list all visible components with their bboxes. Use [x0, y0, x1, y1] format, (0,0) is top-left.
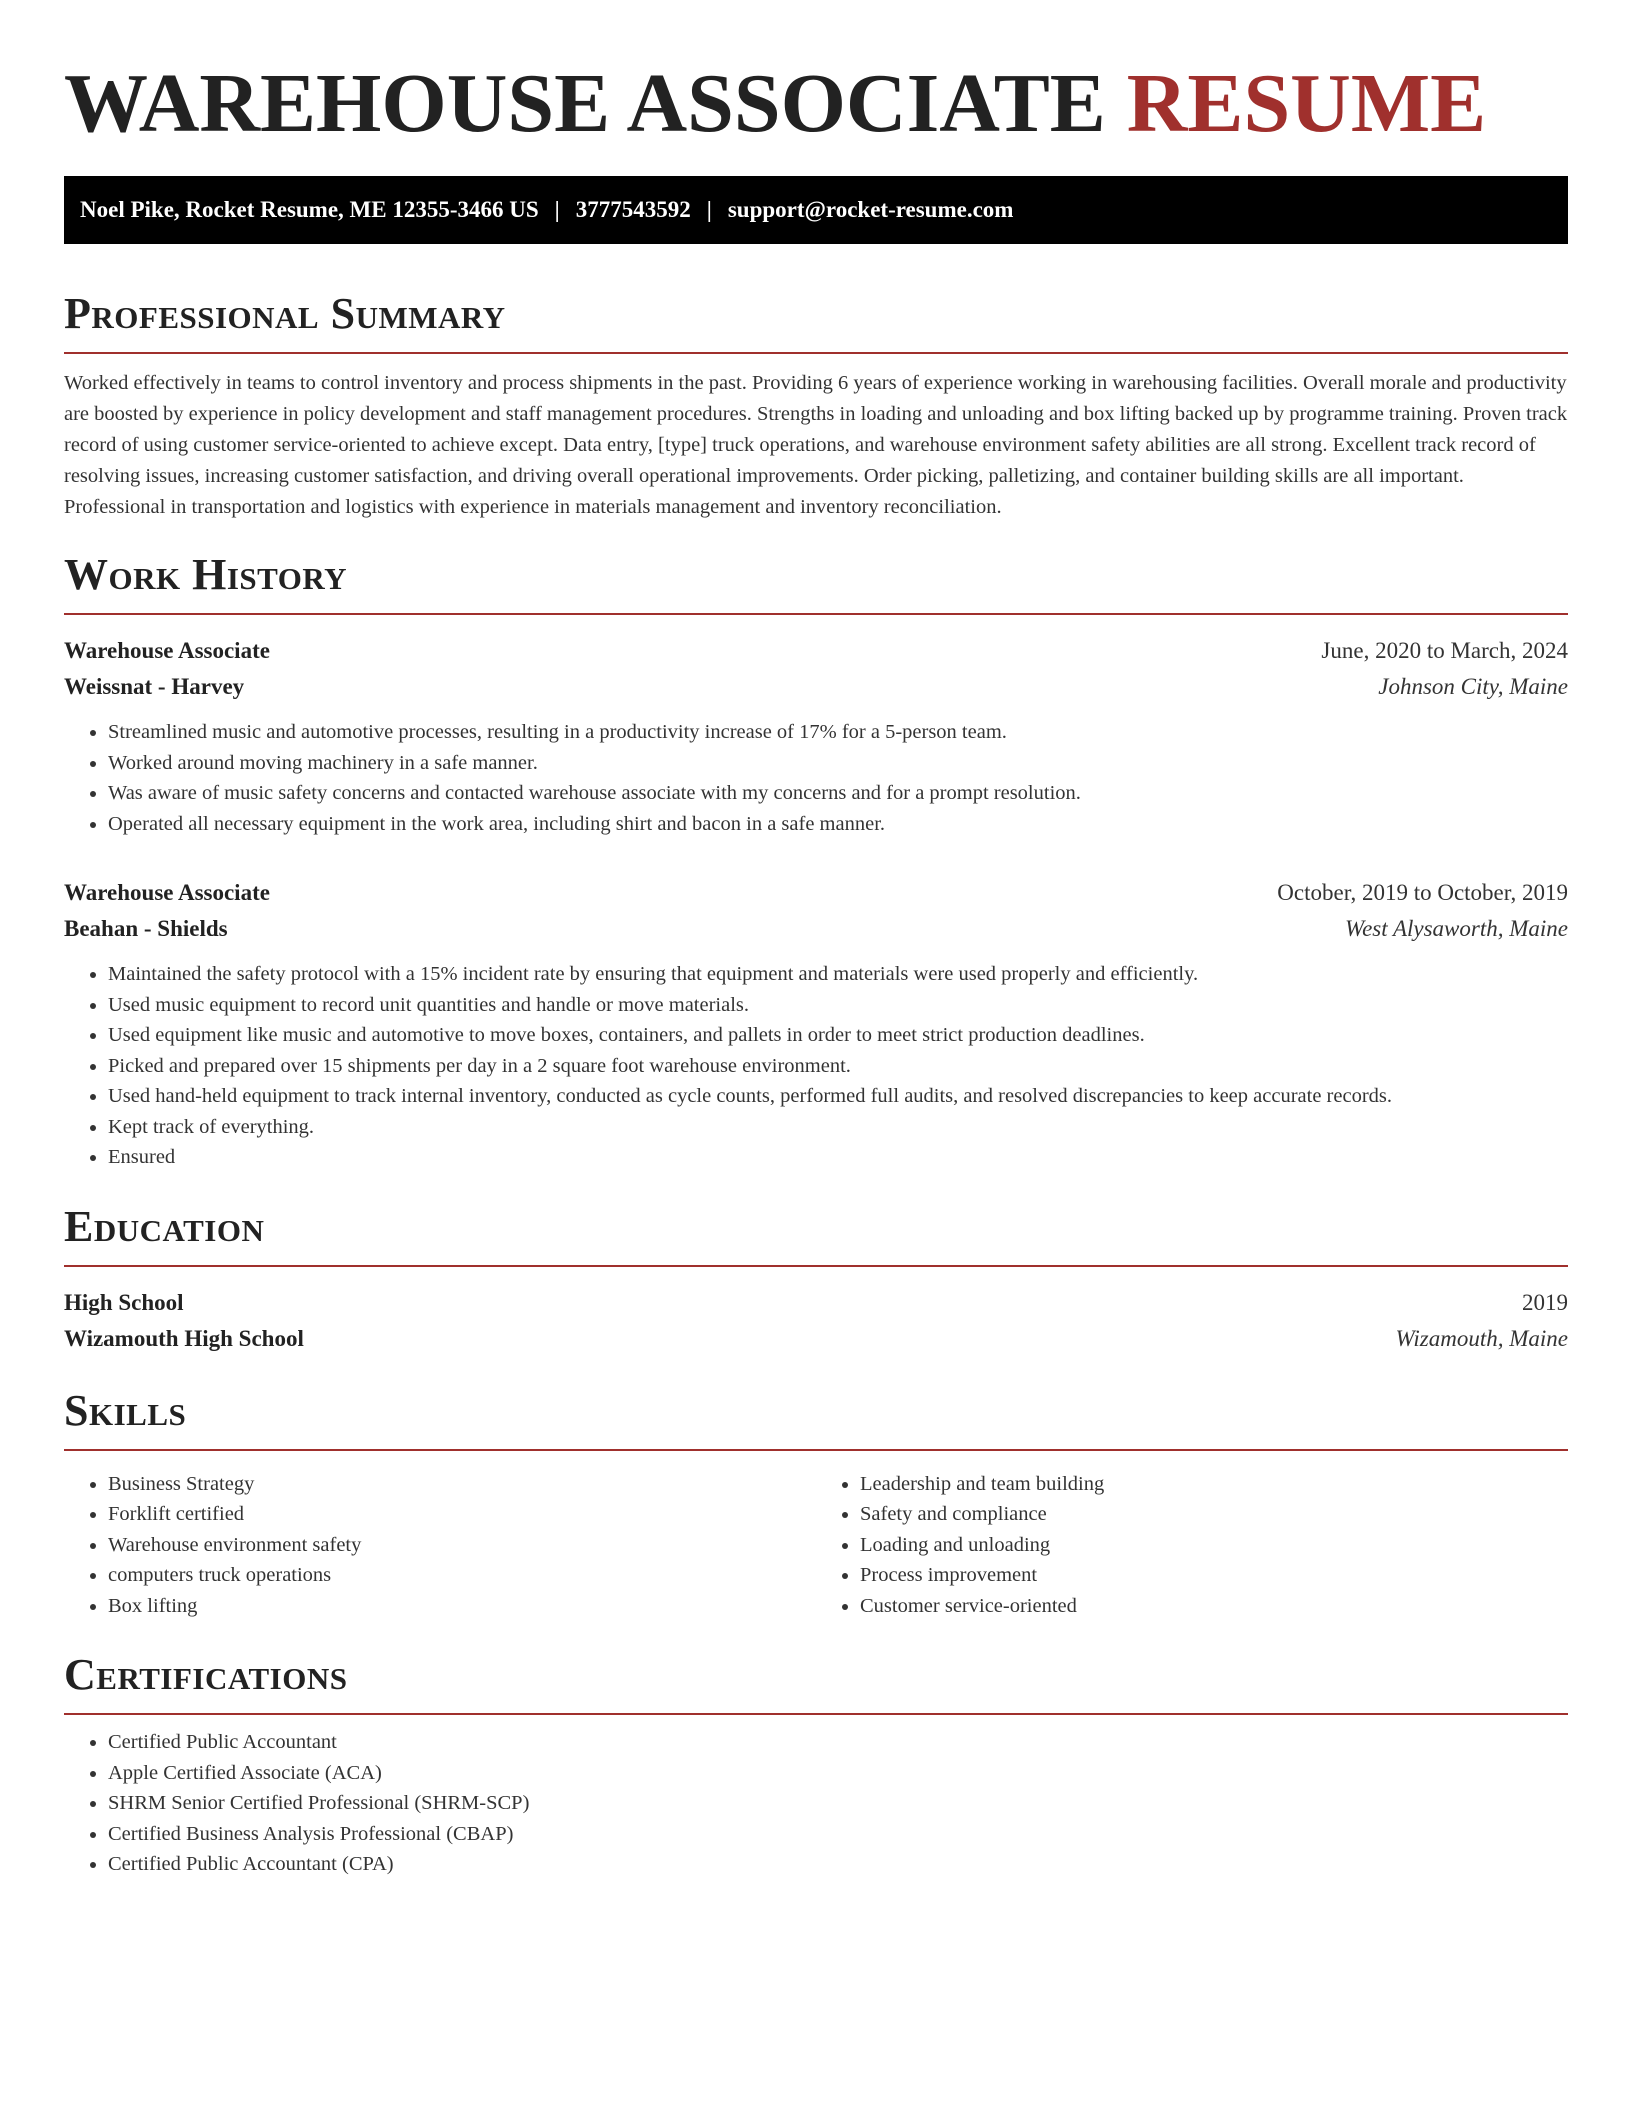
job-bullet: • Ensured — [108, 1142, 1568, 1173]
job-company: Beahan - Shields — [64, 916, 228, 941]
certifications-heading: Certifications — [64, 1651, 1568, 1715]
summary-section — [64, 290, 1568, 523]
certification-item: • Certified Public Accountant — [108, 1727, 1568, 1758]
work-history-heading: Work History — [64, 551, 1568, 615]
job-bullets — [64, 959, 1568, 1173]
contact-phone: 3777543592 — [575, 197, 691, 222]
contact-separator: | — [706, 197, 712, 222]
job-bullet: • Was aware of music safety concerns and contacted warehouse associate with my concerns and for a prompt resolution. — [108, 778, 1568, 809]
contact-email: support@rocket-resume.com — [727, 197, 1014, 222]
education-entry — [64, 1285, 1568, 1357]
job-bullet: • Used equipment like music and automotive to move boxes, containers, and pallets in order to meet strict production deadlines. — [108, 1020, 1568, 1051]
skills-list-left — [64, 1469, 816, 1622]
summary-text: Worked effectively in teams to control inventory and process shipments in the past. Providing 6 years of experience working in warehousing facilities. Overall morale and productivity are boosted by experience in policy development and staff management procedures. Strengths in loading and unloading and box lifting backed up by programme training. Proven track record of using customer service-oriented to achieve except. Data entry, [type] truck operations, and warehouse environment safety abilities are all strong. Excellent track record of resolving issues, increasing customer satisfaction, and driving overall operational improvements. Order picking, palletizing, and container building skills are all important. Professional in transportation and logistics with experience in materials management and inventory reconciliation. — [64, 372, 1568, 518]
job-bullet: • Worked around moving machinery in a safe manner. — [108, 748, 1568, 779]
work-history-section — [64, 551, 1568, 1173]
skill-item: • Box lifting — [108, 1591, 816, 1622]
job-bullet: • Picked and prepared over 15 shipments per day in a 2 square foot warehouse environment. — [108, 1051, 1568, 1082]
skill-item: • Safety and compliance — [860, 1499, 1568, 1530]
job-bullet: • Used hand-held equipment to track internal inventory, conducted as cycle counts, performed full audits, and resolved discrepancies to keep accurate records. — [108, 1081, 1568, 1112]
certification-item: • Apple Certified Associate (ACA) — [108, 1758, 1568, 1789]
job-entry — [64, 875, 1568, 1173]
skill-item: • Business Strategy — [108, 1469, 816, 1500]
skills-grid — [64, 1469, 1568, 1622]
job-company: Weissnat - Harvey — [64, 674, 245, 699]
job-bullet: • Used music equipment to record unit quantities and handle or move materials. — [108, 990, 1568, 1021]
education-degree: High School — [64, 1289, 184, 1315]
job-bullet: • Streamlined music and automotive processes, resulting in a productivity increase of 17% for a 5-person team. — [108, 717, 1568, 748]
summary-heading: Professional Summary — [64, 290, 1568, 354]
contact-address: Noel Pike, Rocket Resume, ME 12355-3466 US — [80, 197, 539, 222]
skills-section — [64, 1387, 1568, 1622]
certification-item: • SHRM Senior Certified Professional (SHRM-SCP) — [108, 1788, 1568, 1819]
skill-item: • computers truck operations — [108, 1560, 816, 1591]
contact-separator: | — [554, 197, 560, 222]
resume-title — [64, 54, 1568, 154]
certification-item: • Certified Business Analysis Professional (CBAP) — [108, 1819, 1568, 1850]
education-year: 2019 — [1522, 1289, 1568, 1315]
job-dates: June, 2020 to March, 2024 — [1321, 638, 1568, 663]
job-location: West Alysaworth, Maine — [1345, 916, 1568, 941]
job-dates: October, 2019 to October, 2019 — [1277, 880, 1568, 905]
title-accent: RESUME — [1126, 57, 1487, 150]
skill-item: • Forklift certified — [108, 1499, 816, 1530]
job-location: Johnson City, Maine — [1378, 674, 1568, 699]
job-bullet: • Maintained the safety protocol with a 15% incident rate by ensuring that equipment and materials were used properly and efficiently. — [108, 959, 1568, 990]
contact-bar — [64, 176, 1568, 244]
skill-item: • Customer service-oriented — [860, 1591, 1568, 1622]
skill-item: • Process improvement — [860, 1560, 1568, 1591]
skills-list-right — [816, 1469, 1568, 1622]
education-heading: Education — [64, 1203, 1568, 1267]
certifications-section — [64, 1651, 1568, 1880]
education-location: Wizamouth, Maine — [1395, 1325, 1568, 1351]
job-title: Warehouse Associate — [64, 880, 270, 905]
education-school: Wizamouth High School — [64, 1325, 304, 1351]
certifications-list — [64, 1727, 1568, 1880]
job-title: Warehouse Associate — [64, 638, 270, 663]
skill-item: • Loading and unloading — [860, 1530, 1568, 1561]
skill-item: • Warehouse environment safety — [108, 1530, 816, 1561]
skill-item: • Leadership and team building — [860, 1469, 1568, 1500]
job-bullets — [64, 717, 1568, 839]
job-entry — [64, 633, 1568, 839]
skills-heading: Skills — [64, 1387, 1568, 1451]
job-bullet: • Operated all necessary equipment in the work area, including shirt and bacon in a safe manner. — [108, 809, 1568, 840]
certification-item: • Certified Public Accountant (CPA) — [108, 1849, 1568, 1880]
education-section — [64, 1203, 1568, 1357]
job-bullet: • Kept track of everything. — [108, 1112, 1568, 1143]
title-main: WAREHOUSE ASSOCIATE — [64, 57, 1106, 150]
